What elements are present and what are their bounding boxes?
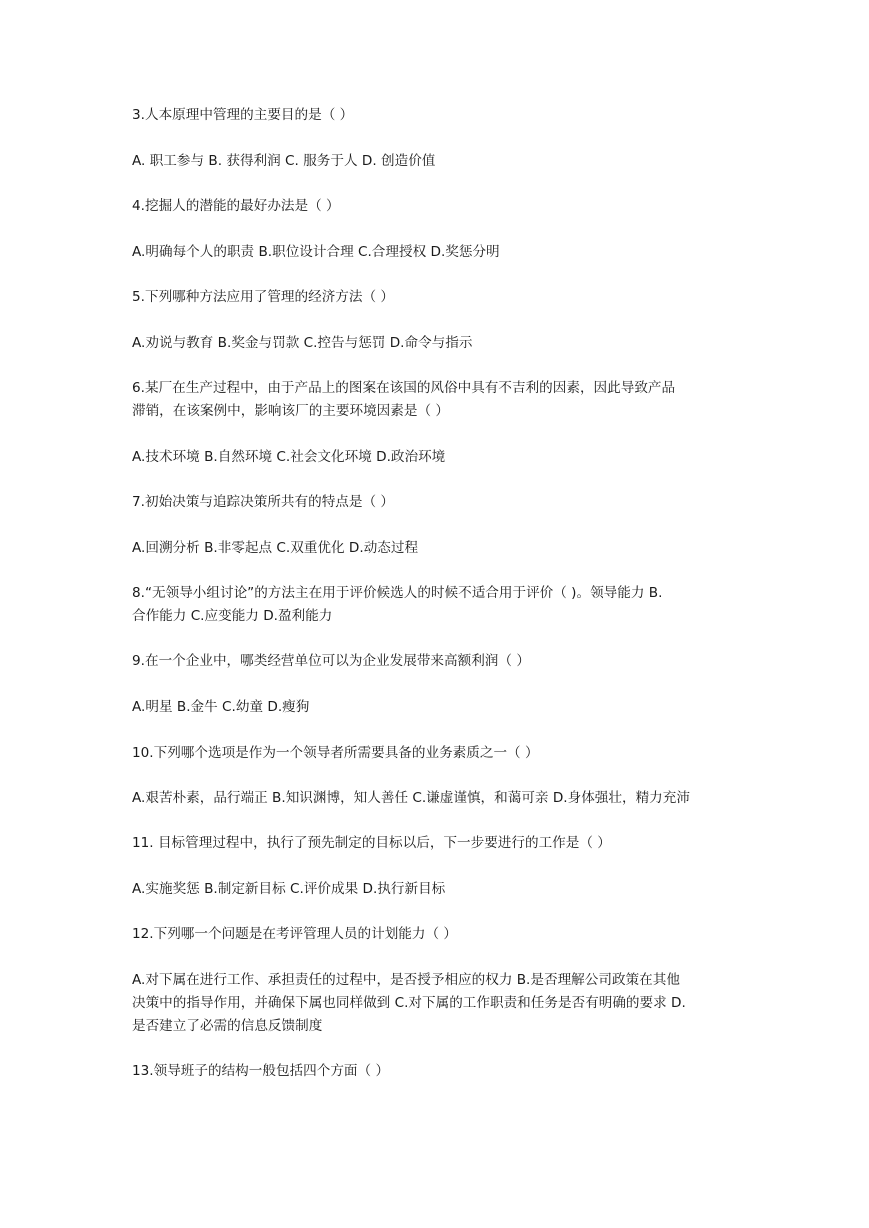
question-9: 9.在一个企业中，哪类经营单位可以为企业发展带来高额利润（ ）: [132, 653, 530, 669]
question-8-line-1: 8.“无领导小组讨论”的方法主在用于评价候选人的时候不适合用于评价（ )。领导能力 B.: [132, 585, 663, 601]
answer-options-7: A.回溯分析 B.非零起点 C.双重优化 D.动态过程: [132, 540, 419, 556]
answer-options-12-line-1: A.对下属在进行工作、承担责任的过程中，是否授予相应的权力 B.是否理解公司政策在其他: [132, 972, 680, 988]
question-12: 12.下列哪一个问题是在考评管理人员的计划能力（ ）: [132, 926, 458, 942]
answer-options-3: A. 职工参与 B. 获得利润 C. 服务于人 D. 创造价值: [132, 153, 436, 169]
question-4: 4.挖掘人的潜能的最好办法是（ ）: [132, 198, 340, 214]
question-5: 5.下列哪种方法应用了管理的经济方法（ ）: [132, 289, 394, 305]
question-3: 3.人本原理中管理的主要目的是（ ）: [132, 107, 354, 123]
answer-options-12-line-2: 决策中的指导作用，并确保下属也同样做到 C.对下属的工作职责和任务是否有明确的要求 D.: [132, 995, 686, 1011]
question-13: 13.领导班子的结构一般包括四个方面（ ）: [132, 1063, 390, 1079]
answer-options-10: A.艰苦朴素，品行端正 B.知识渊博，知人善任 C.谦虚谨慎，和蔼可亲 D.身体强壮，精力充沛: [132, 790, 690, 806]
question-8-line-2: 合作能力 C.应变能力 D.盈利能力: [132, 608, 333, 624]
answer-options-9: A.明星 B.金牛 C.幼童 D.瘦狗: [132, 699, 310, 715]
answer-options-12-line-3: 是否建立了必需的信息反馈制度: [132, 1018, 323, 1034]
answer-options-11: A.实施奖惩 B.制定新目标 C.评价成果 D.执行新目标: [132, 881, 446, 897]
answer-options-4: A.明确每个人的职责 B.职位设计合理 C.合理授权 D.奖惩分明: [132, 244, 500, 260]
answer-options-6: A.技术环境 B.自然环境 C.社会文化环境 D.政治环境: [132, 449, 446, 465]
question-10: 10.下列哪个选项是作为一个领导者所需要具备的业务素质之一（ ）: [132, 745, 539, 761]
answer-options-5: A.劝说与教育 B.奖金与罚款 C.控告与惩罚 D.命令与指示: [132, 335, 473, 351]
question-6-line-2: 滞销，在该案例中，影响该厂的主要环境因素是（ ）: [132, 403, 449, 419]
question-6-line-1: 6.某厂在生产过程中，由于产品上的图案在该国的风俗中具有不吉利的因素，因此导致产品: [132, 380, 676, 396]
question-7: 7.初始决策与追踪决策所共有的特点是（ ）: [132, 494, 394, 510]
question-11: 11. 目标管理过程中，执行了预先制定的目标以后，下一步要进行的工作是（ ）: [132, 835, 611, 851]
